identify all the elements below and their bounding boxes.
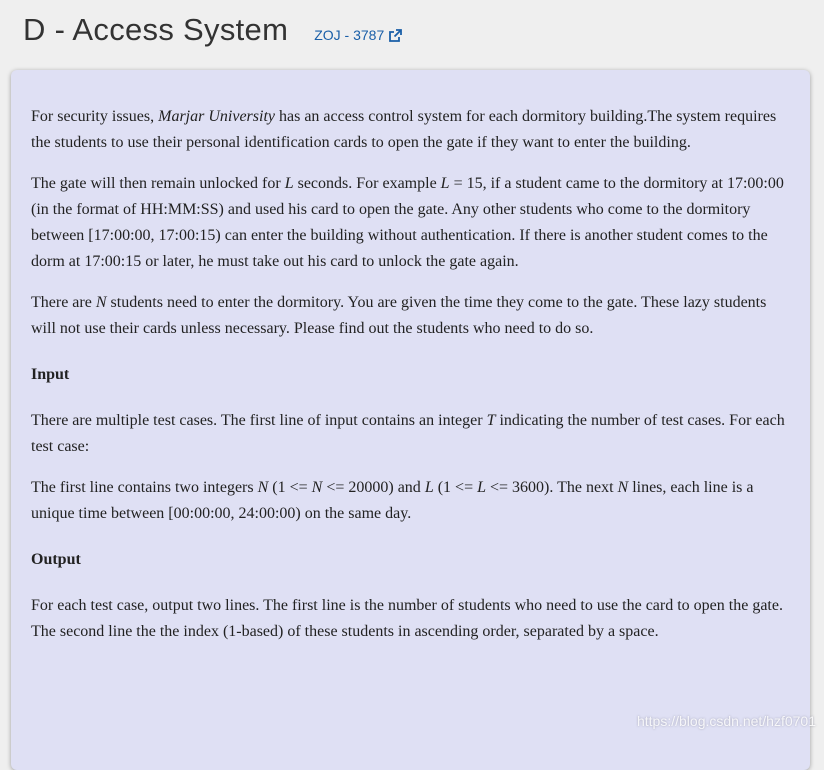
input-heading: Input [31, 366, 70, 383]
title-row [23, 12, 402, 56]
description-paragraph-2: The gate will then remain unlocked for L seconds. For example L = 15, if a student came to the dormitory at 17:00:00 (in the format of HH:MM:SS) and used his card to open the gate. Any other students who come to the dormitory between [17:00:00, 17:00:15) can enter the building without authentication. If there is another student comes to the dorm at 17:00:15 or later, he must take out his card to unlock the gate again. [31, 175, 784, 270]
input-paragraph-2: The first line contains two integers N (1 <= N <= 20000) and L (1 <= L <= 3600). The next N lines, each line is a unique time between [00:00:00, 24:00:00) on the same day. [31, 479, 754, 522]
external-link-icon [388, 29, 402, 43]
output-heading: Output [31, 551, 81, 568]
description-paragraph-3: There are N students need to enter the dormitory. You are given the time they come to the gate. These lazy students will not use their cards unless necessary. Please find out the students who need to do so. [31, 294, 767, 337]
watermark: https://blog.csdn.net/hzf0701 [636, 713, 816, 729]
input-paragraph-1: There are multiple test cases. The first line of input contains an integer T indicating the number of test cases. For each test case: [31, 412, 785, 455]
description-paragraph-1: For security issues, Marjar University has an access control system for each dormitory building.The system requires the students to use their personal identification cards to open the gate if they want to enter the building. [31, 108, 777, 151]
problem-card [11, 70, 810, 770]
source-link-label: ZOJ - 3787 [314, 27, 385, 43]
source-link[interactable] [314, 27, 402, 43]
page-title: D - Access System [23, 12, 289, 47]
problem-statement [31, 104, 791, 660]
output-paragraph-1: For each test case, output two lines. The first line is the number of students who need to use the card to open the gate. The second line the the index (1-based) of these students in ascending order, separated by a space. [31, 597, 783, 640]
